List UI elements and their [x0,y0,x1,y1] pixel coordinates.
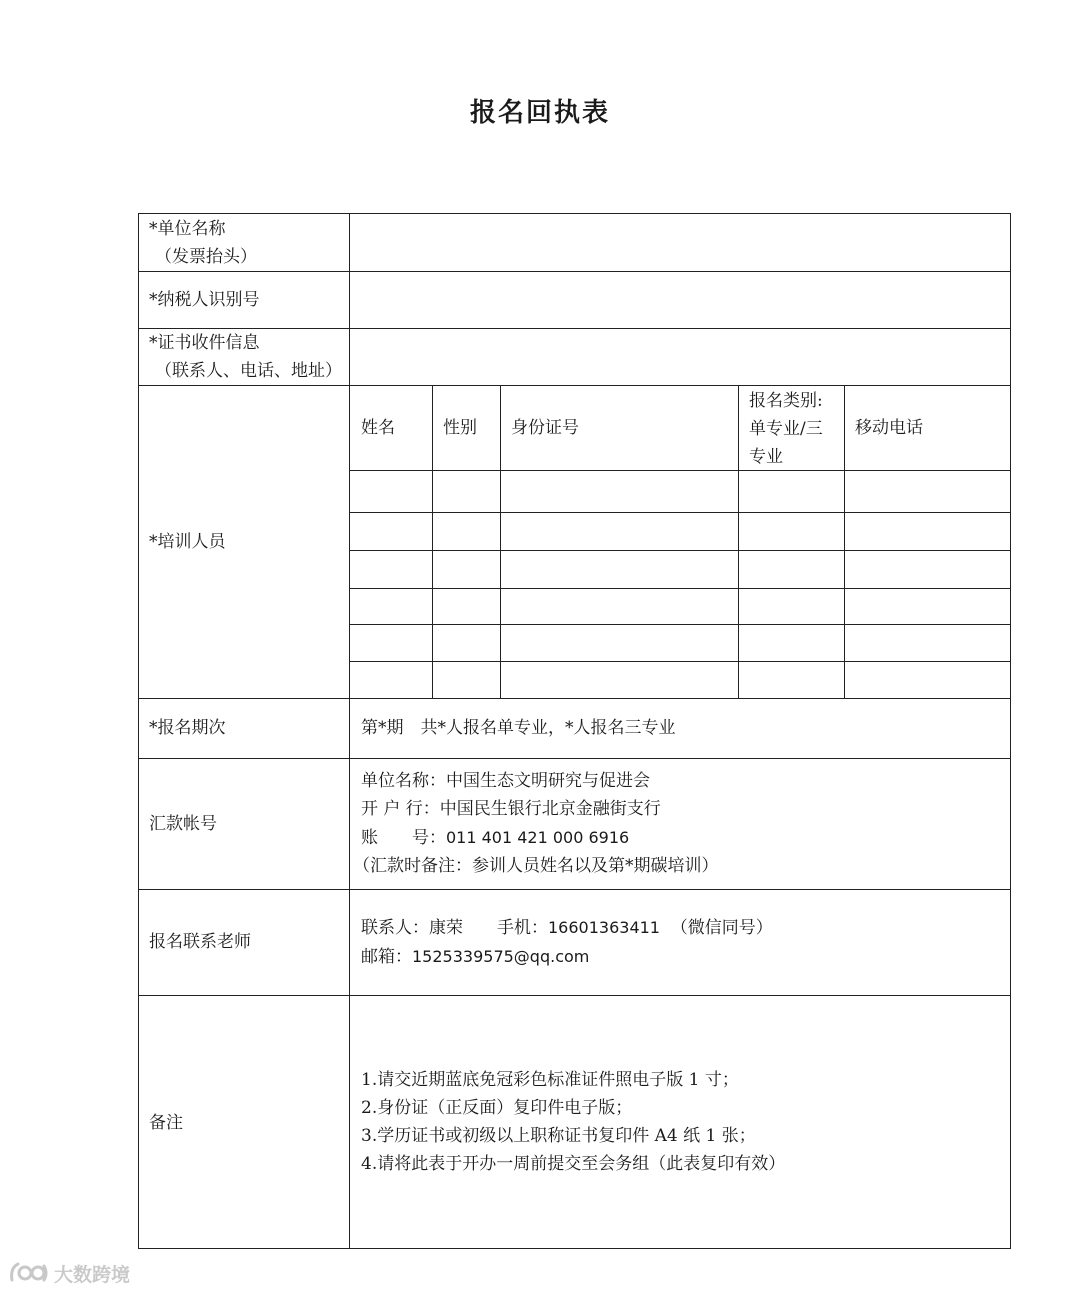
remarks-label: 备注 [149,1113,183,1133]
company-label: *单位名称 [149,219,226,239]
trainee-column-divider [500,385,501,698]
trainee-row-divider [350,661,1010,662]
trainee-column-divider [738,385,739,698]
trainee-row-divider [350,512,1010,513]
remark-item: 3.学历证书或初级以上职称证书复印件 A4 纸 1 张； [361,1126,756,1146]
header-name: 姓名 [361,418,395,438]
account-number-line [361,824,629,852]
row-divider [139,271,1010,272]
remark-item: 4.请将此表于开办一周前提交至会务组（此表复印有效） [361,1154,786,1174]
row-divider [139,385,1010,386]
email-line [361,943,589,971]
taxpayer-id-label: *纳税人识别号 [149,290,260,310]
taxpayer-id-input[interactable] [361,286,1001,316]
row-divider [139,995,1010,996]
trainee-row-divider [350,550,1010,551]
contact-label: 报名联系老师 [149,932,251,952]
header-category: 报名类别: [749,391,823,411]
watermark [8,1258,130,1288]
trainee-column-divider [844,385,845,698]
registration-form-table [138,213,1011,1249]
label-column-divider [349,214,350,1248]
period-label: *报名期次 [149,718,226,738]
account-number-prefix: 账 号： [361,828,446,848]
company-input[interactable] [361,228,1001,258]
account-label: 汇款帐号 [149,814,217,834]
trainees-label: *培训人员 [149,532,226,552]
email-prefix: 邮箱： [361,947,412,967]
period-value: 第*期 共*人报名单专业，*人报名三专业 [361,718,676,738]
row-divider [139,889,1010,890]
watermark-text: 大数跨境 [54,1263,131,1286]
row-divider [139,698,1010,699]
header-category-line2: 单专业/三 [749,419,823,439]
header-category-line3: 专业 [749,447,783,467]
logo-icon [8,1260,50,1286]
page-title: 报名回执表 [469,98,610,128]
certificate-input[interactable] [361,342,1001,372]
remark-item: 1.请交近期蓝底免冠彩色标准证件照电子版 1 寸； [361,1070,739,1090]
header-phone: 移动电话 [855,418,923,438]
remark-item: 2.身份证（正反面）复印件电子版； [361,1098,633,1118]
trainee-row-divider [350,624,1010,625]
contact-mobile: 16601363411 [548,918,660,937]
contact-line [361,914,773,942]
header-gender: 性别 [443,418,477,438]
account-unit-name: 单位名称：中国生态文明研究与促进会 [361,771,650,791]
certificate-label: *证书收件信息 [149,333,260,353]
contact-person: 联系人：康荣 手机： [361,918,548,938]
certificate-label-note: （联系人、电话、地址） [155,361,342,381]
company-label-note: （发票抬头） [155,247,257,267]
row-divider [139,328,1010,329]
account-number: 011 401 421 000 6916 [446,828,630,847]
trainee-row-divider [350,470,1010,471]
trainee-row-divider [350,588,1010,589]
account-bank: 开 户 行：中国民生银行北京金融街支行 [361,799,661,819]
contact-email: 1525339575@qq.com [412,947,590,966]
row-divider [139,758,1010,759]
contact-wechat-note: （微信同号） [670,918,773,938]
account-note: （汇款时备注：参训人员姓名以及第*期碳培训） [353,856,719,876]
trainee-column-divider [432,385,433,698]
header-id-number: 身份证号 [511,418,579,438]
